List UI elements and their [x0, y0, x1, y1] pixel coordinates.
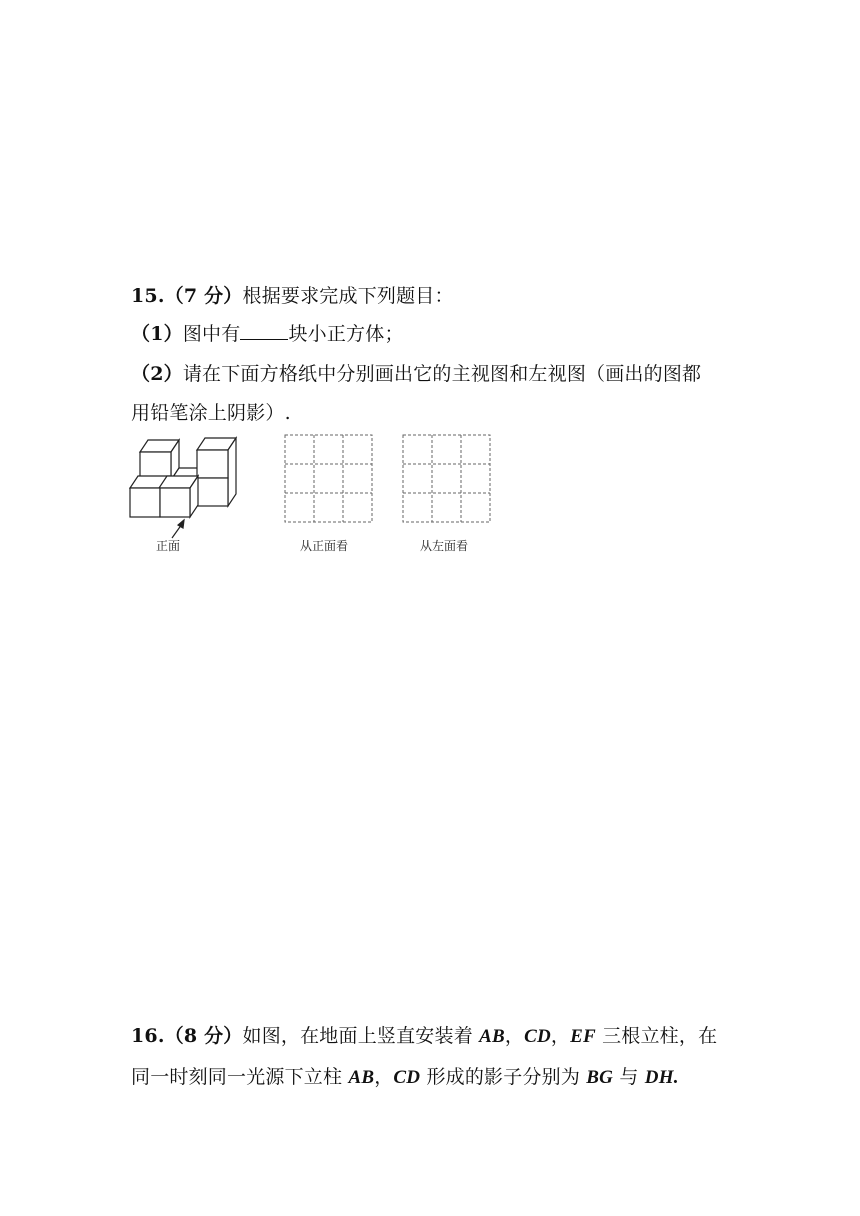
front-view-label: 从正面看: [300, 539, 349, 553]
q16-text2a: 同一时刻同一光源下立柱: [131, 1066, 349, 1088]
q15-part1-before: 图中有: [182, 323, 241, 345]
q16-score: （8 分）: [164, 1025, 243, 1047]
label-ab-2: AB: [348, 1067, 375, 1088]
label-ab: AB: [479, 1026, 505, 1047]
q16-line1: [131, 1021, 717, 1048]
label-cd-2: CD: [393, 1067, 421, 1088]
front-view-grid[interactable]: [285, 435, 372, 522]
q15-part1-prefix: （1）: [131, 323, 183, 345]
q16-yu: 与: [613, 1066, 645, 1088]
comma: ，: [550, 1025, 571, 1047]
q15-score: （7 分）: [164, 285, 243, 307]
front-label: 正面: [156, 539, 181, 553]
q15-part1-after: 块小正方体；: [288, 323, 404, 345]
left-view-label: 从左面看: [420, 539, 469, 553]
q15-stem: 根据要求完成下列题目：: [242, 285, 454, 307]
q16-line2: [131, 1062, 679, 1089]
q16-number: 16.: [131, 1025, 165, 1047]
q15-number: 15.: [131, 285, 165, 307]
q15-part2-prefix: （2）: [131, 363, 183, 385]
q15-part2-text2: 用铅笔涂上阴影）.: [131, 402, 291, 424]
q16-text2b: 形成的影子分别为: [420, 1066, 587, 1088]
comma: ，: [374, 1066, 394, 1088]
label-dh: DH: [644, 1067, 674, 1088]
period: .: [673, 1067, 679, 1088]
comma: ，: [504, 1025, 525, 1047]
label-cd: CD: [524, 1026, 551, 1047]
left-view-grid[interactable]: [403, 435, 490, 522]
q16-text1a: 如图，在地面上竖直安装着: [242, 1025, 480, 1047]
q16-text1b: 三根立柱，在: [595, 1025, 718, 1047]
q15-part2-text1: 请在下面方格纸中分别画出它的主视图和左视图（画出的图都: [182, 363, 702, 385]
label-bg: BG: [586, 1067, 614, 1088]
label-ef: EF: [570, 1026, 596, 1047]
front-arrow-icon: [172, 520, 184, 538]
cube-stack: [130, 438, 236, 517]
